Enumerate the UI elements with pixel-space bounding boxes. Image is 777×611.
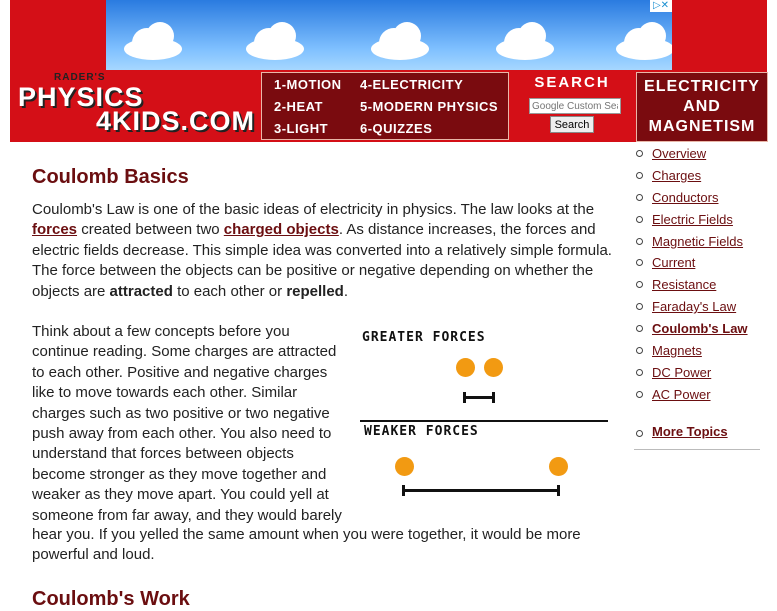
search-box — [510, 70, 634, 142]
sidebar-item — [634, 166, 760, 188]
nav-item-motion[interactable]: 1-MOTION — [274, 77, 342, 92]
nav-item-modern-physics[interactable]: 5-MODERN PHYSICS — [360, 99, 499, 114]
sidebar-link-ac-power[interactable]: AC Power — [652, 386, 711, 402]
cloud-icon — [496, 22, 554, 62]
sidebar-item — [634, 297, 760, 319]
sidebar-link-coulomb-s-law[interactable]: Coulomb's Law — [652, 321, 748, 337]
sidebar-link-magnets[interactable]: Magnets — [652, 343, 702, 359]
section-badge-line3: MAGNETISM — [648, 118, 756, 135]
main-nav — [261, 72, 509, 140]
distance-tick — [492, 392, 495, 403]
section-badge-line1: ELECTRICITY — [644, 78, 760, 95]
logo-line2: 4KIDS.COM — [96, 106, 256, 136]
sidebar-link-charges[interactable]: Charges — [652, 167, 702, 183]
section-heading-coulombs-work: Coulomb's Work — [32, 588, 190, 610]
text-run: to each other or — [172, 282, 287, 300]
section-badge[interactable] — [636, 72, 768, 142]
sidebar-item — [634, 188, 760, 210]
ad-banner[interactable] — [106, 0, 672, 70]
sidebar-item — [634, 232, 760, 254]
forces-diagram — [360, 326, 610, 502]
sidebar-item — [634, 253, 760, 275]
sidebar-link-dc-power[interactable]: DC Power — [652, 364, 712, 380]
sidebar-item — [634, 363, 760, 385]
text-run: . As distance increases, the forces and electric fields decrease. This simple idea was converted into a relatively simple formula. The force between the objects can be positive or negative depending on whether the objects are — [32, 221, 612, 300]
sidebar-link-electric-fields[interactable]: Electric Fields — [652, 211, 733, 227]
sidebar-item — [634, 385, 760, 407]
section-badge-line2: AND — [683, 98, 721, 115]
nav-item-electricity[interactable]: 4-ELECTRICITY — [360, 77, 464, 92]
bold-repelled: repelled — [286, 282, 344, 300]
adchoices-icon[interactable]: ▷✕ — [650, 0, 672, 12]
sidebar-item — [634, 341, 760, 363]
more-topics-item — [634, 424, 777, 439]
sidebar-divider — [634, 449, 760, 450]
charge-dot — [395, 457, 414, 476]
intro-paragraph — [32, 200, 622, 302]
nav-item-heat[interactable]: 2-HEAT — [274, 99, 323, 114]
nav-item-light[interactable]: 3-LIGHT — [274, 121, 329, 136]
sidebar-link-current[interactable]: Current — [652, 255, 696, 271]
bold-attracted: attracted — [109, 282, 173, 300]
more-topics-link[interactable]: More Topics — [652, 424, 728, 439]
text-run: created between two — [77, 221, 224, 239]
topic-sidebar — [634, 144, 760, 439]
sidebar-item — [634, 319, 760, 341]
forces-link[interactable]: forces — [32, 221, 78, 239]
site-logo[interactable] — [14, 72, 256, 140]
sidebar-item — [634, 275, 760, 297]
sidebar-link-conductors[interactable]: Conductors — [652, 189, 719, 205]
greater-forces-label: GREATER FORCES — [362, 330, 486, 345]
logo-line1: PHYSICS — [18, 82, 144, 112]
sidebar-link-resistance[interactable]: Resistance — [652, 277, 717, 293]
charge-dot — [549, 457, 568, 476]
sidebar-link-faraday-s-law[interactable]: Faraday's Law — [652, 299, 737, 315]
search-title: SEARCH — [534, 74, 610, 91]
topic-list — [634, 144, 760, 407]
cloud-icon — [371, 22, 429, 62]
text-run: . — [343, 282, 349, 300]
search-input[interactable] — [529, 98, 621, 114]
sidebar-item — [634, 144, 760, 166]
charged-objects-link[interactable]: charged objects — [223, 221, 339, 239]
concepts-paragraph-end: hear you. If you yelled the same amount when you were together, it would be more powerful and loud. — [32, 526, 581, 564]
divider-line — [360, 420, 608, 422]
charge-dot — [456, 358, 475, 377]
sidebar-link-magnetic-fields[interactable]: Magnetic Fields — [652, 233, 744, 249]
cloud-icon — [124, 22, 182, 62]
concepts-paragraph: Think about a few concepts before you continue reading. Some charges are attracted to each other. Positive and negative charges like to move towards each other. Similar charges such as two positive or two negative push away from each other. You also need to understand that forces between objects become stronger as they move together and weaker as they move apart. You could yell at someone from far away, and they would barely — [32, 323, 342, 524]
weaker-forces-label: WEAKER FORCES — [364, 424, 479, 439]
text-run: Coulomb's Law is one of the basic ideas of electricity in physics. The law looks at the — [32, 201, 595, 218]
sidebar-item — [634, 210, 760, 232]
sidebar-link-overview[interactable]: Overview — [652, 146, 707, 161]
distance-tick — [557, 485, 560, 496]
nav-item-quizzes[interactable]: 6-QUIZZES — [360, 121, 433, 136]
page-title: Coulomb Basics — [32, 166, 189, 188]
short-distance-bar — [463, 396, 495, 399]
logo-prefix: RADER'S — [54, 72, 106, 83]
charge-dot — [484, 358, 503, 377]
search-button[interactable]: Search — [550, 116, 594, 133]
cloud-icon — [616, 22, 672, 62]
long-distance-bar — [402, 489, 560, 492]
cloud-icon — [246, 22, 304, 62]
